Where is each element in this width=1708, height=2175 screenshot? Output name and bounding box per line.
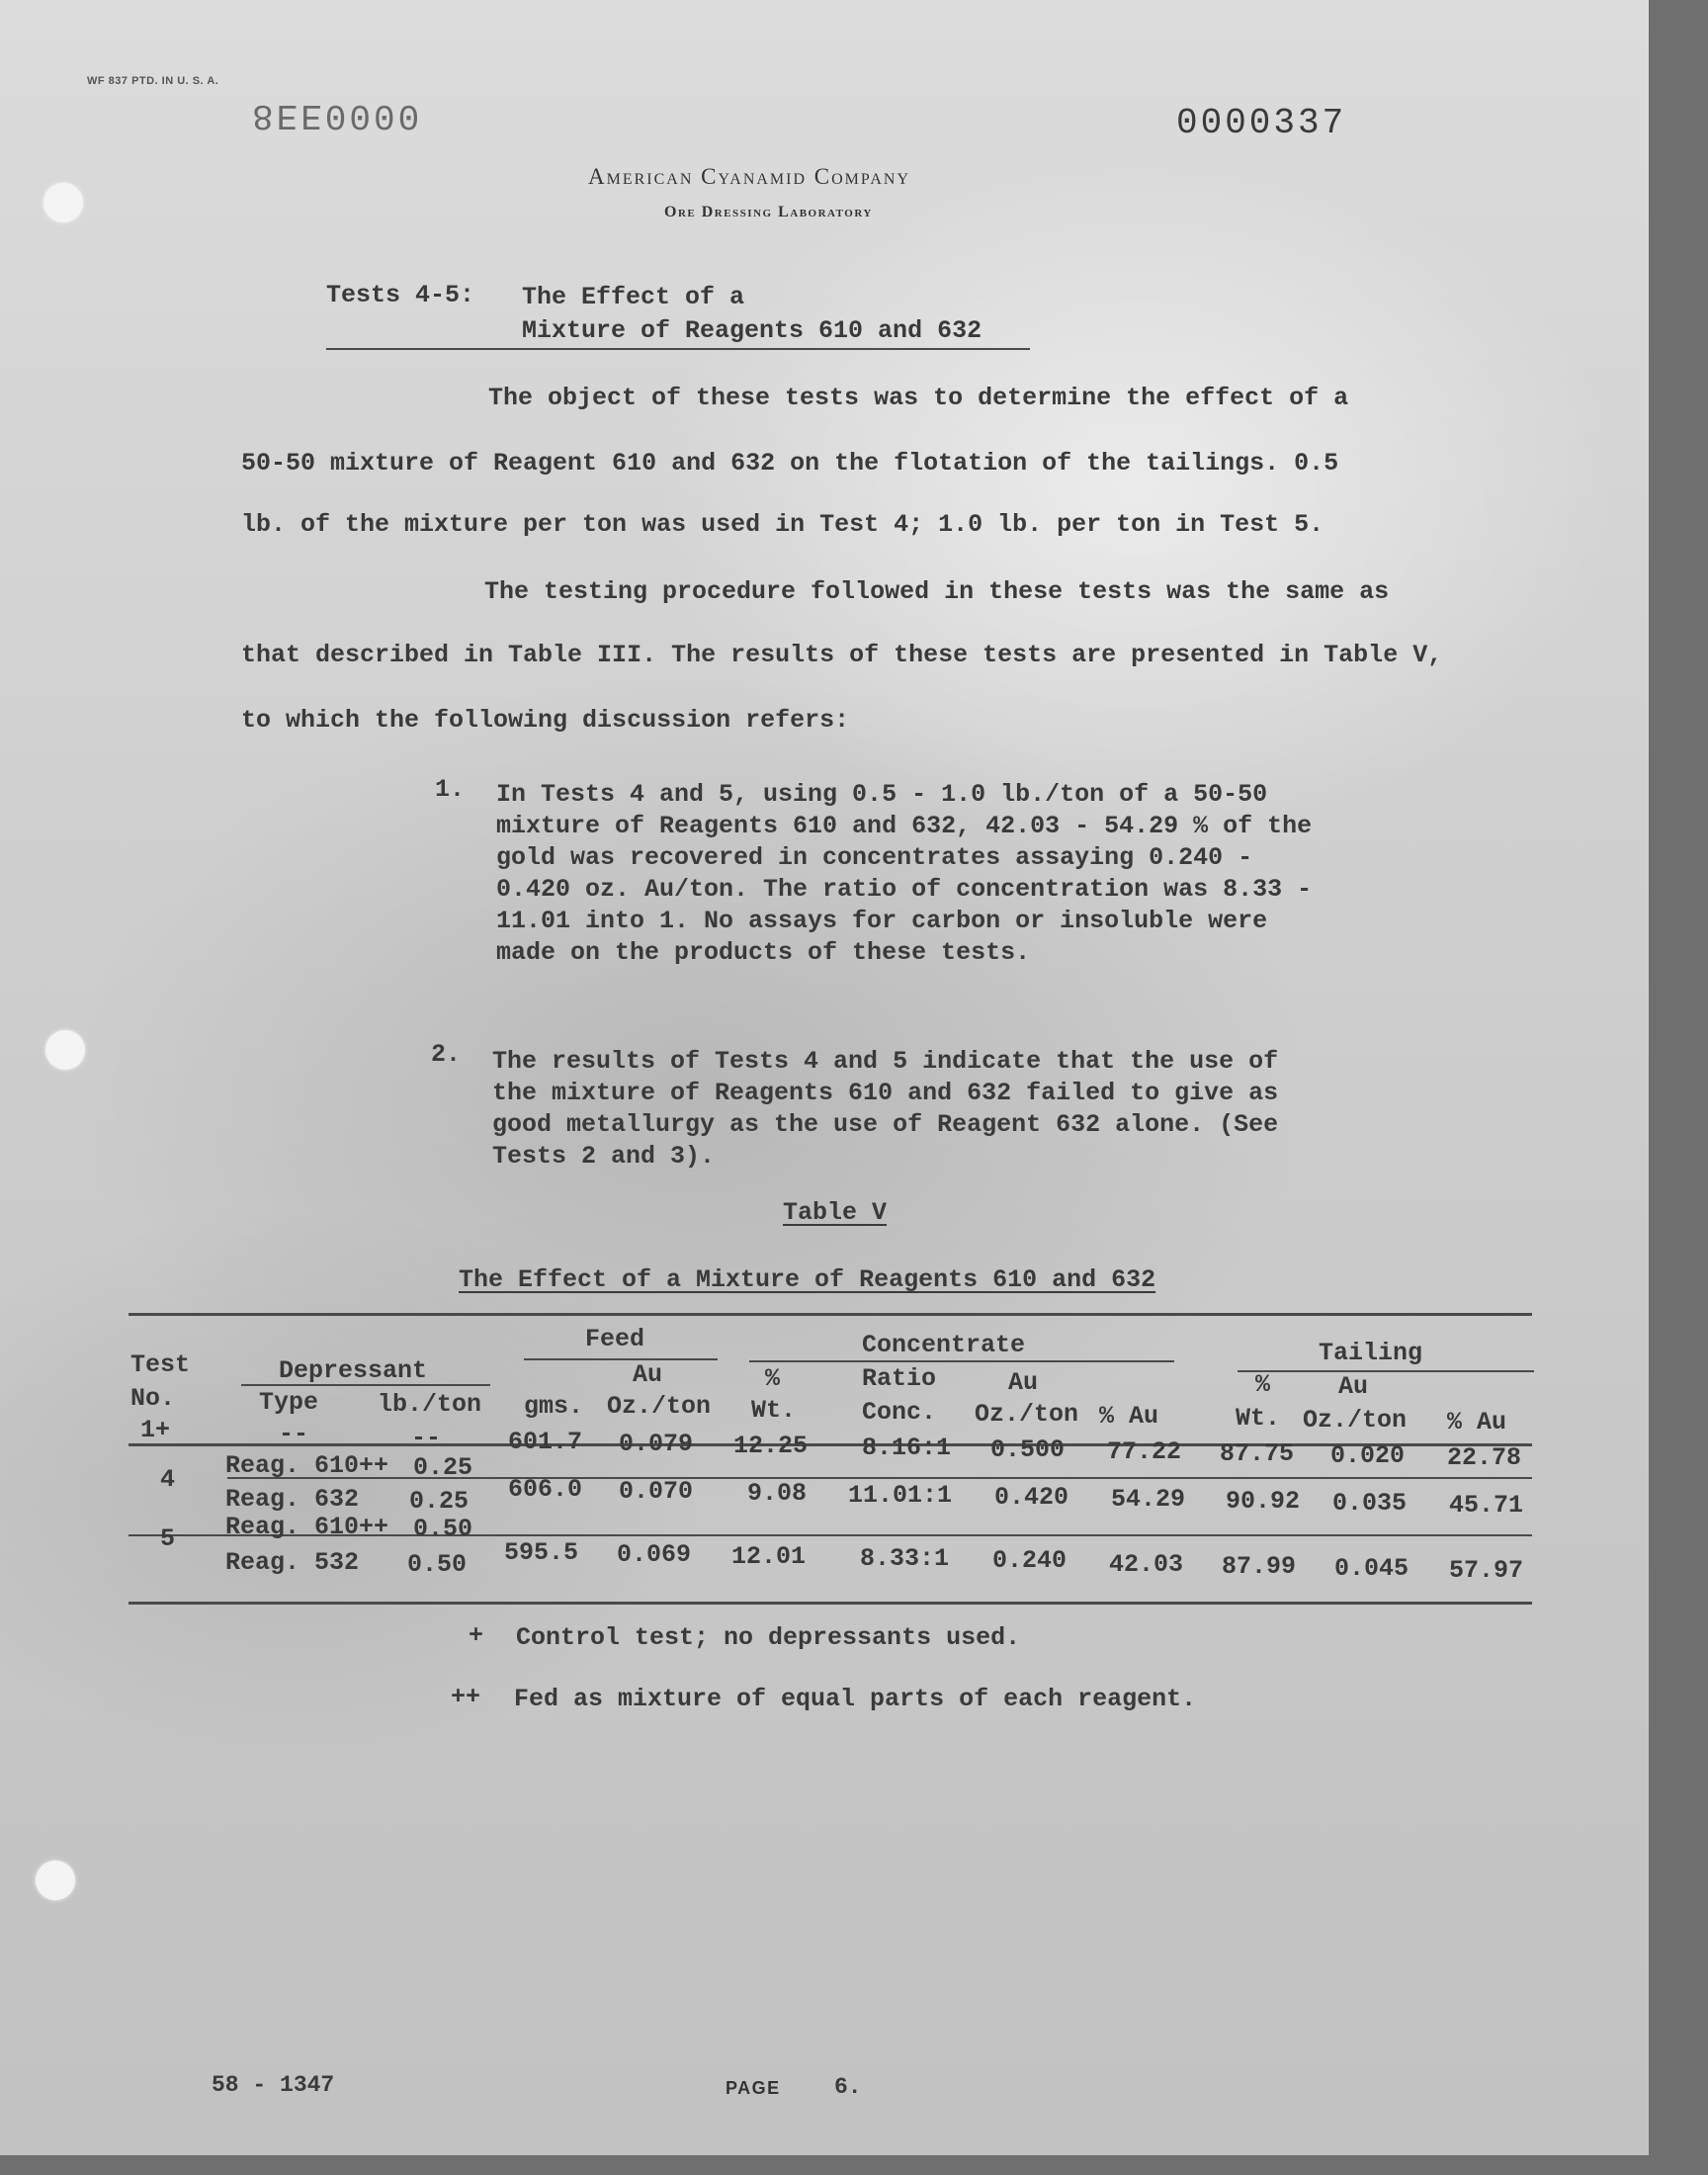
list-item-1-text: In Tests 4 and 5, using 0.5 - 1.0 lb./ton of a 50-50 mixture of Reagents 610 and 632, 42.03 - 54.29 % of the gold was recovered in concentrates assaying 0.240 - 0.420 oz. Au/ton. The ratio of concentration was 8.33 - 11.01 into 1. No assays for carbon or insoluble were made on the products of these tests. [496, 780, 1313, 967]
row-2-conc-oz: 0.420 [994, 1483, 1069, 1512]
header-tail-pct: % [1255, 1370, 1271, 1399]
header-tailing: Tailing [1319, 1339, 1423, 1367]
row-1-gms: 601.7 [508, 1428, 583, 1456]
heading-underline [326, 348, 1030, 350]
printer-mark: WF 837 PTD. IN U. S. A. [87, 75, 219, 87]
tailing-group-rule [1238, 1370, 1534, 1372]
header-gms: gms. [524, 1392, 584, 1421]
row-3-conc-oz: 0.240 [992, 1546, 1068, 1575]
row-3-type-a: Reag. 610++ [225, 1513, 389, 1541]
list-item-2-text: The results of Tests 4 and 5 indicate that the use of the mixture of Reagents 610 and 632 failed to give as good metallurgy as the use of Reagent 632 alone. (See Tests 2 and 3). [492, 1047, 1279, 1171]
row-2-wt: 9.08 [747, 1479, 808, 1508]
header-conc-wt: Wt. [751, 1396, 797, 1425]
list-item-1-number: 1. [435, 775, 466, 804]
row-1-type: -- [279, 1420, 309, 1448]
footnote-1-text: Control test; no depressants used. [516, 1623, 1021, 1652]
row-1-test: 1+ [140, 1416, 171, 1444]
punch-hole-top [43, 183, 83, 222]
paragraph-1-line-3: lb. of the mixture per ton was used in Test 4; 1.0 lb. per ton in Test 5. [241, 510, 1324, 539]
row-2-lb-a: 0.25 [413, 1453, 473, 1482]
row-1-lb: -- [411, 1424, 442, 1452]
row-2-tail-wt: 90.92 [1226, 1487, 1301, 1516]
header-test: Test [130, 1350, 191, 1379]
footer-code: 58 - 1347 [212, 2072, 335, 2098]
header-conc: Conc. [862, 1398, 937, 1427]
row-3-tail-pct-au: 57.97 [1449, 1556, 1524, 1585]
row-2-gms: 606.0 [508, 1475, 583, 1504]
header-feed-oz-ton: Oz./ton [607, 1392, 712, 1421]
row-3-lb-a: 0.50 [413, 1515, 473, 1543]
header-tail-oz-ton: Oz./ton [1303, 1406, 1408, 1435]
row-3-gms: 595.5 [504, 1538, 579, 1567]
paragraph-2-line-2: that described in Table III. The results of these tests are presented in Table V, [241, 641, 1443, 669]
row-1-tail-wt: 87.75 [1220, 1439, 1295, 1468]
laboratory-name: Ore Dressing Laboratory [664, 204, 873, 220]
header-conc-au: Au [1008, 1368, 1039, 1397]
header-ratio: Ratio [862, 1364, 937, 1393]
paragraph-1-line-1: The object of these tests was to determine the effect of a [488, 384, 1349, 412]
row-3-ratio: 8.33:1 [860, 1544, 950, 1573]
row-2-type-a: Reag. 610++ [225, 1451, 389, 1480]
list-item-2-number: 2. [431, 1040, 462, 1069]
feed-group-rule [524, 1358, 718, 1360]
row-2-tail-oz: 0.035 [1332, 1489, 1408, 1518]
heading-line-2: Mixture of Reagents 610 and 632 [522, 316, 982, 345]
footnote-2-text: Fed as mixture of equal parts of each reagent. [514, 1685, 1197, 1713]
header-conc-pct-au: % Au [1099, 1402, 1159, 1431]
header-feed: Feed [585, 1325, 645, 1353]
row-3-test: 5 [160, 1524, 176, 1553]
punch-hole-middle [45, 1030, 85, 1070]
row-1-feed-oz: 0.079 [619, 1430, 694, 1458]
header-lb-ton: lb./ton [378, 1390, 482, 1419]
header-tail-au: Au [1338, 1372, 1369, 1401]
row-3-tail-oz: 0.045 [1334, 1554, 1409, 1583]
header-tail-pct-au: % Au [1447, 1408, 1507, 1436]
row-1-tail-oz: 0.020 [1330, 1441, 1406, 1470]
row-1-conc-oz: 0.500 [990, 1436, 1066, 1464]
row-3-tail-wt: 87.99 [1222, 1552, 1297, 1581]
row-3-lb-b: 0.50 [407, 1550, 468, 1579]
table-top-rule [128, 1313, 1532, 1316]
row-1-conc-pct-au: 77.22 [1107, 1437, 1182, 1466]
footer-page-number: 6. [834, 2074, 862, 2100]
row-3-feed-oz: 0.069 [617, 1540, 692, 1569]
row-1-wt: 12.25 [733, 1432, 809, 1460]
header-conc-pct: % [765, 1364, 781, 1393]
header-feed-au: Au [633, 1360, 663, 1389]
document-number-stamp-left: 8EE0000 [252, 95, 423, 135]
header-conc-oz-ton: Oz./ton [975, 1400, 1079, 1429]
row-2-feed-oz: 0.070 [619, 1477, 694, 1506]
header-tail-wt: Wt. [1236, 1404, 1281, 1433]
document-number-stamp-right: 0000337 [1176, 103, 1347, 143]
header-no: No. [130, 1384, 176, 1413]
row-3-type-b: Reag. 532 [225, 1548, 360, 1577]
row-3-wt: 12.01 [731, 1542, 807, 1571]
company-name: American Cyanamid Company [588, 164, 911, 189]
row-3-conc-pct-au: 42.03 [1109, 1550, 1184, 1579]
paragraph-1-line-2: 50-50 mixture of Reagent 610 and 632 on the flotation of the tailings. 0.5 [241, 449, 1339, 478]
header-depressant: Depressant [279, 1356, 428, 1385]
concentrate-group-rule [749, 1360, 1174, 1362]
table-title: The Effect of a Mixture of Reagents 610 and 632 [459, 1265, 1156, 1294]
row-2-tail-pct-au: 45.71 [1449, 1491, 1524, 1520]
table-bottom-rule [128, 1602, 1532, 1605]
footer-page-label: PAGE [726, 2078, 781, 2098]
footnote-1-mark: + [469, 1621, 484, 1650]
table-label: Table V [783, 1198, 888, 1227]
footnote-2-mark: ++ [451, 1683, 481, 1711]
row-1-ratio: 8.16:1 [862, 1434, 952, 1462]
row-2-lb-b: 0.25 [409, 1487, 470, 1516]
punch-hole-bottom [36, 1861, 75, 1900]
paragraph-2-line-1: The testing procedure followed in these tests was the same as [484, 577, 1390, 606]
row-1-tail-pct-au: 22.78 [1447, 1443, 1522, 1472]
paragraph-2-line-3: to which the following discussion refers: [241, 706, 850, 735]
header-concentrate: Concentrate [862, 1331, 1026, 1359]
heading-label: Tests 4-5: [326, 281, 475, 309]
heading-line-1: The Effect of a [522, 283, 745, 311]
row-2-type-b: Reag. 632 [225, 1485, 360, 1514]
row-2-test: 4 [160, 1465, 176, 1494]
row-2-conc-pct-au: 54.29 [1111, 1485, 1186, 1514]
row-2-ratio: 11.01:1 [848, 1481, 953, 1510]
header-type: Type [259, 1388, 319, 1417]
header-bottom-rule [128, 1443, 1532, 1446]
